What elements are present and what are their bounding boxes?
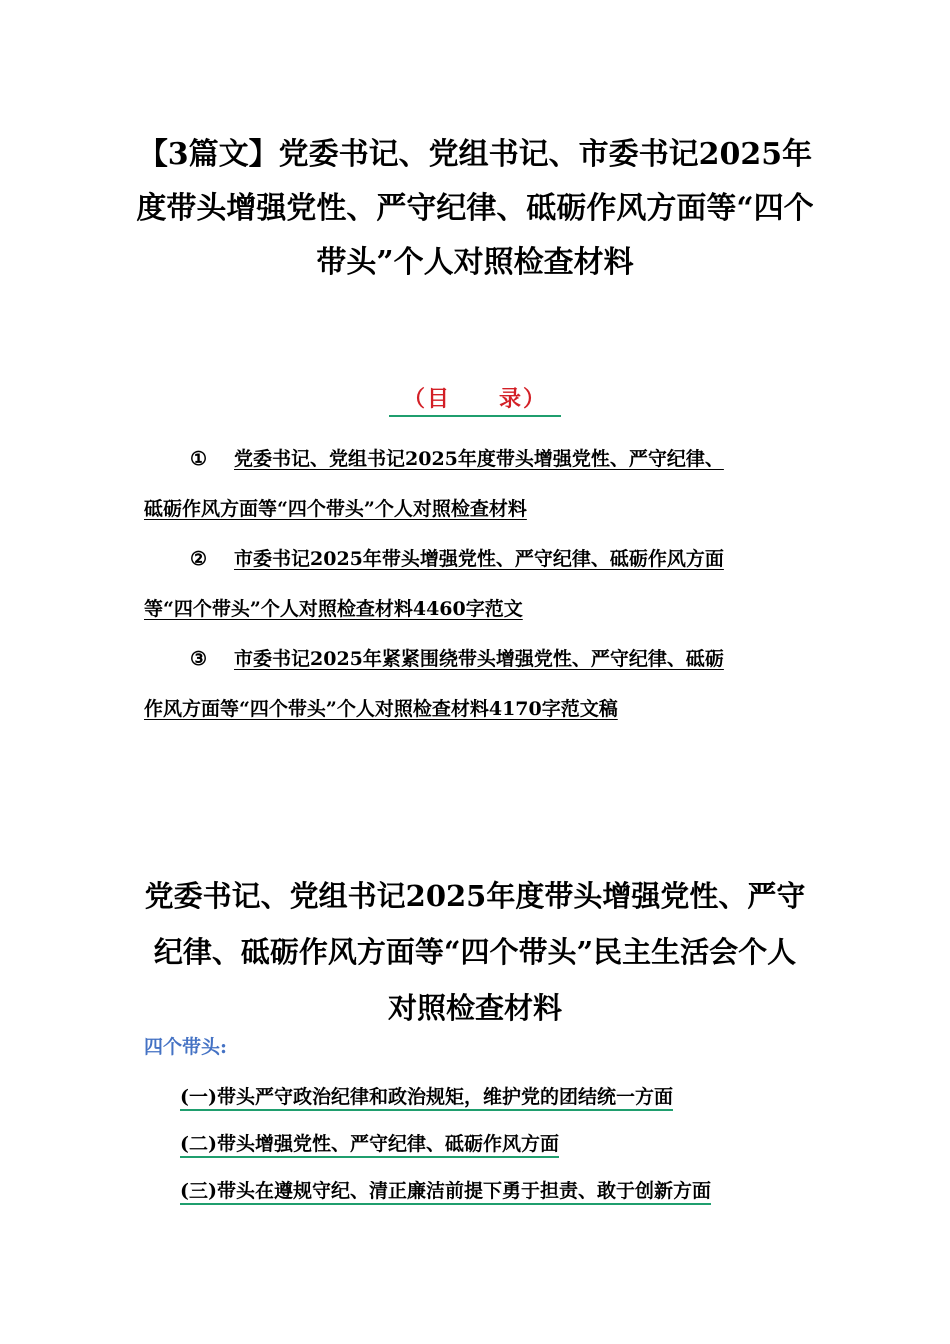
toc-heading-right: 录）: [499, 386, 548, 412]
toc-item-3[interactable]: [144, 634, 804, 734]
toc-item-2[interactable]: [144, 534, 804, 634]
toc-item-link-line-1[interactable]: 市委书记2025年紧紧围绕带头增强党性、严守纪律、砥砺: [234, 648, 724, 670]
section-title: [130, 868, 820, 1036]
toc-item-link-line-1[interactable]: 党委书记、党组书记2025年度带头增强党性、严守纪律、: [234, 448, 724, 470]
main-title-line-1: 【3篇文】党委书记、党组书记、市委书记2025年: [137, 137, 813, 172]
section-title-line-3: 对照检查材料: [387, 991, 562, 1025]
toc-item-number: ②: [190, 548, 208, 570]
aspect-item-text[interactable]: (二)带头增强党性、严守纪律、砥砺作风方面: [180, 1133, 559, 1158]
main-title-line-2: 度带头增强党性、严守纪律、砥砺作风方面等“四个: [136, 191, 814, 226]
aspect-item-text[interactable]: (一)带头严守政治纪律和政治规矩，维护党的团结统一方面: [180, 1086, 673, 1111]
toc-item-number: ③: [190, 648, 208, 670]
toc-item-link-line-2[interactable]: 等“四个带头”个人对照检查材料4460字范文: [144, 598, 523, 620]
section-title-line-1: 党委书记、党组书记2025年度带头增强党性、严守: [144, 879, 806, 913]
toc-item-number: ①: [190, 448, 208, 470]
aspects-list: [180, 1074, 820, 1215]
aspect-item-3[interactable]: [180, 1168, 820, 1215]
toc-item-link-line-2[interactable]: 作风方面等“四个带头”个人对照检查材料4170字范文稿: [144, 698, 618, 720]
toc-item-1[interactable]: [144, 434, 804, 534]
table-of-contents: [144, 434, 804, 734]
toc-item-link-line-1[interactable]: 市委书记2025年带头增强党性、严守纪律、砥砺作风方面: [234, 548, 724, 570]
aspect-item-1[interactable]: [180, 1074, 820, 1121]
aspect-item-2[interactable]: [180, 1121, 820, 1168]
toc-heading: [0, 382, 950, 417]
section-title-line-2: 纪律、砥砺作风方面等“四个带头”民主生活会个人: [153, 935, 797, 969]
toc-item-link-line-2[interactable]: 砥砺作风方面等“四个带头”个人对照检查材料: [144, 498, 527, 520]
main-title-line-3: 带头”个人对照检查材料: [316, 245, 634, 280]
toc-heading-text: [389, 382, 561, 417]
main-title: [130, 128, 820, 290]
four-lead-label: 四个带头:: [144, 1036, 228, 1058]
toc-heading-left: （目: [402, 386, 451, 412]
aspect-item-text[interactable]: (三)带头在遵规守纪、清正廉洁前提下勇于担责、敢于创新方面: [180, 1180, 711, 1205]
